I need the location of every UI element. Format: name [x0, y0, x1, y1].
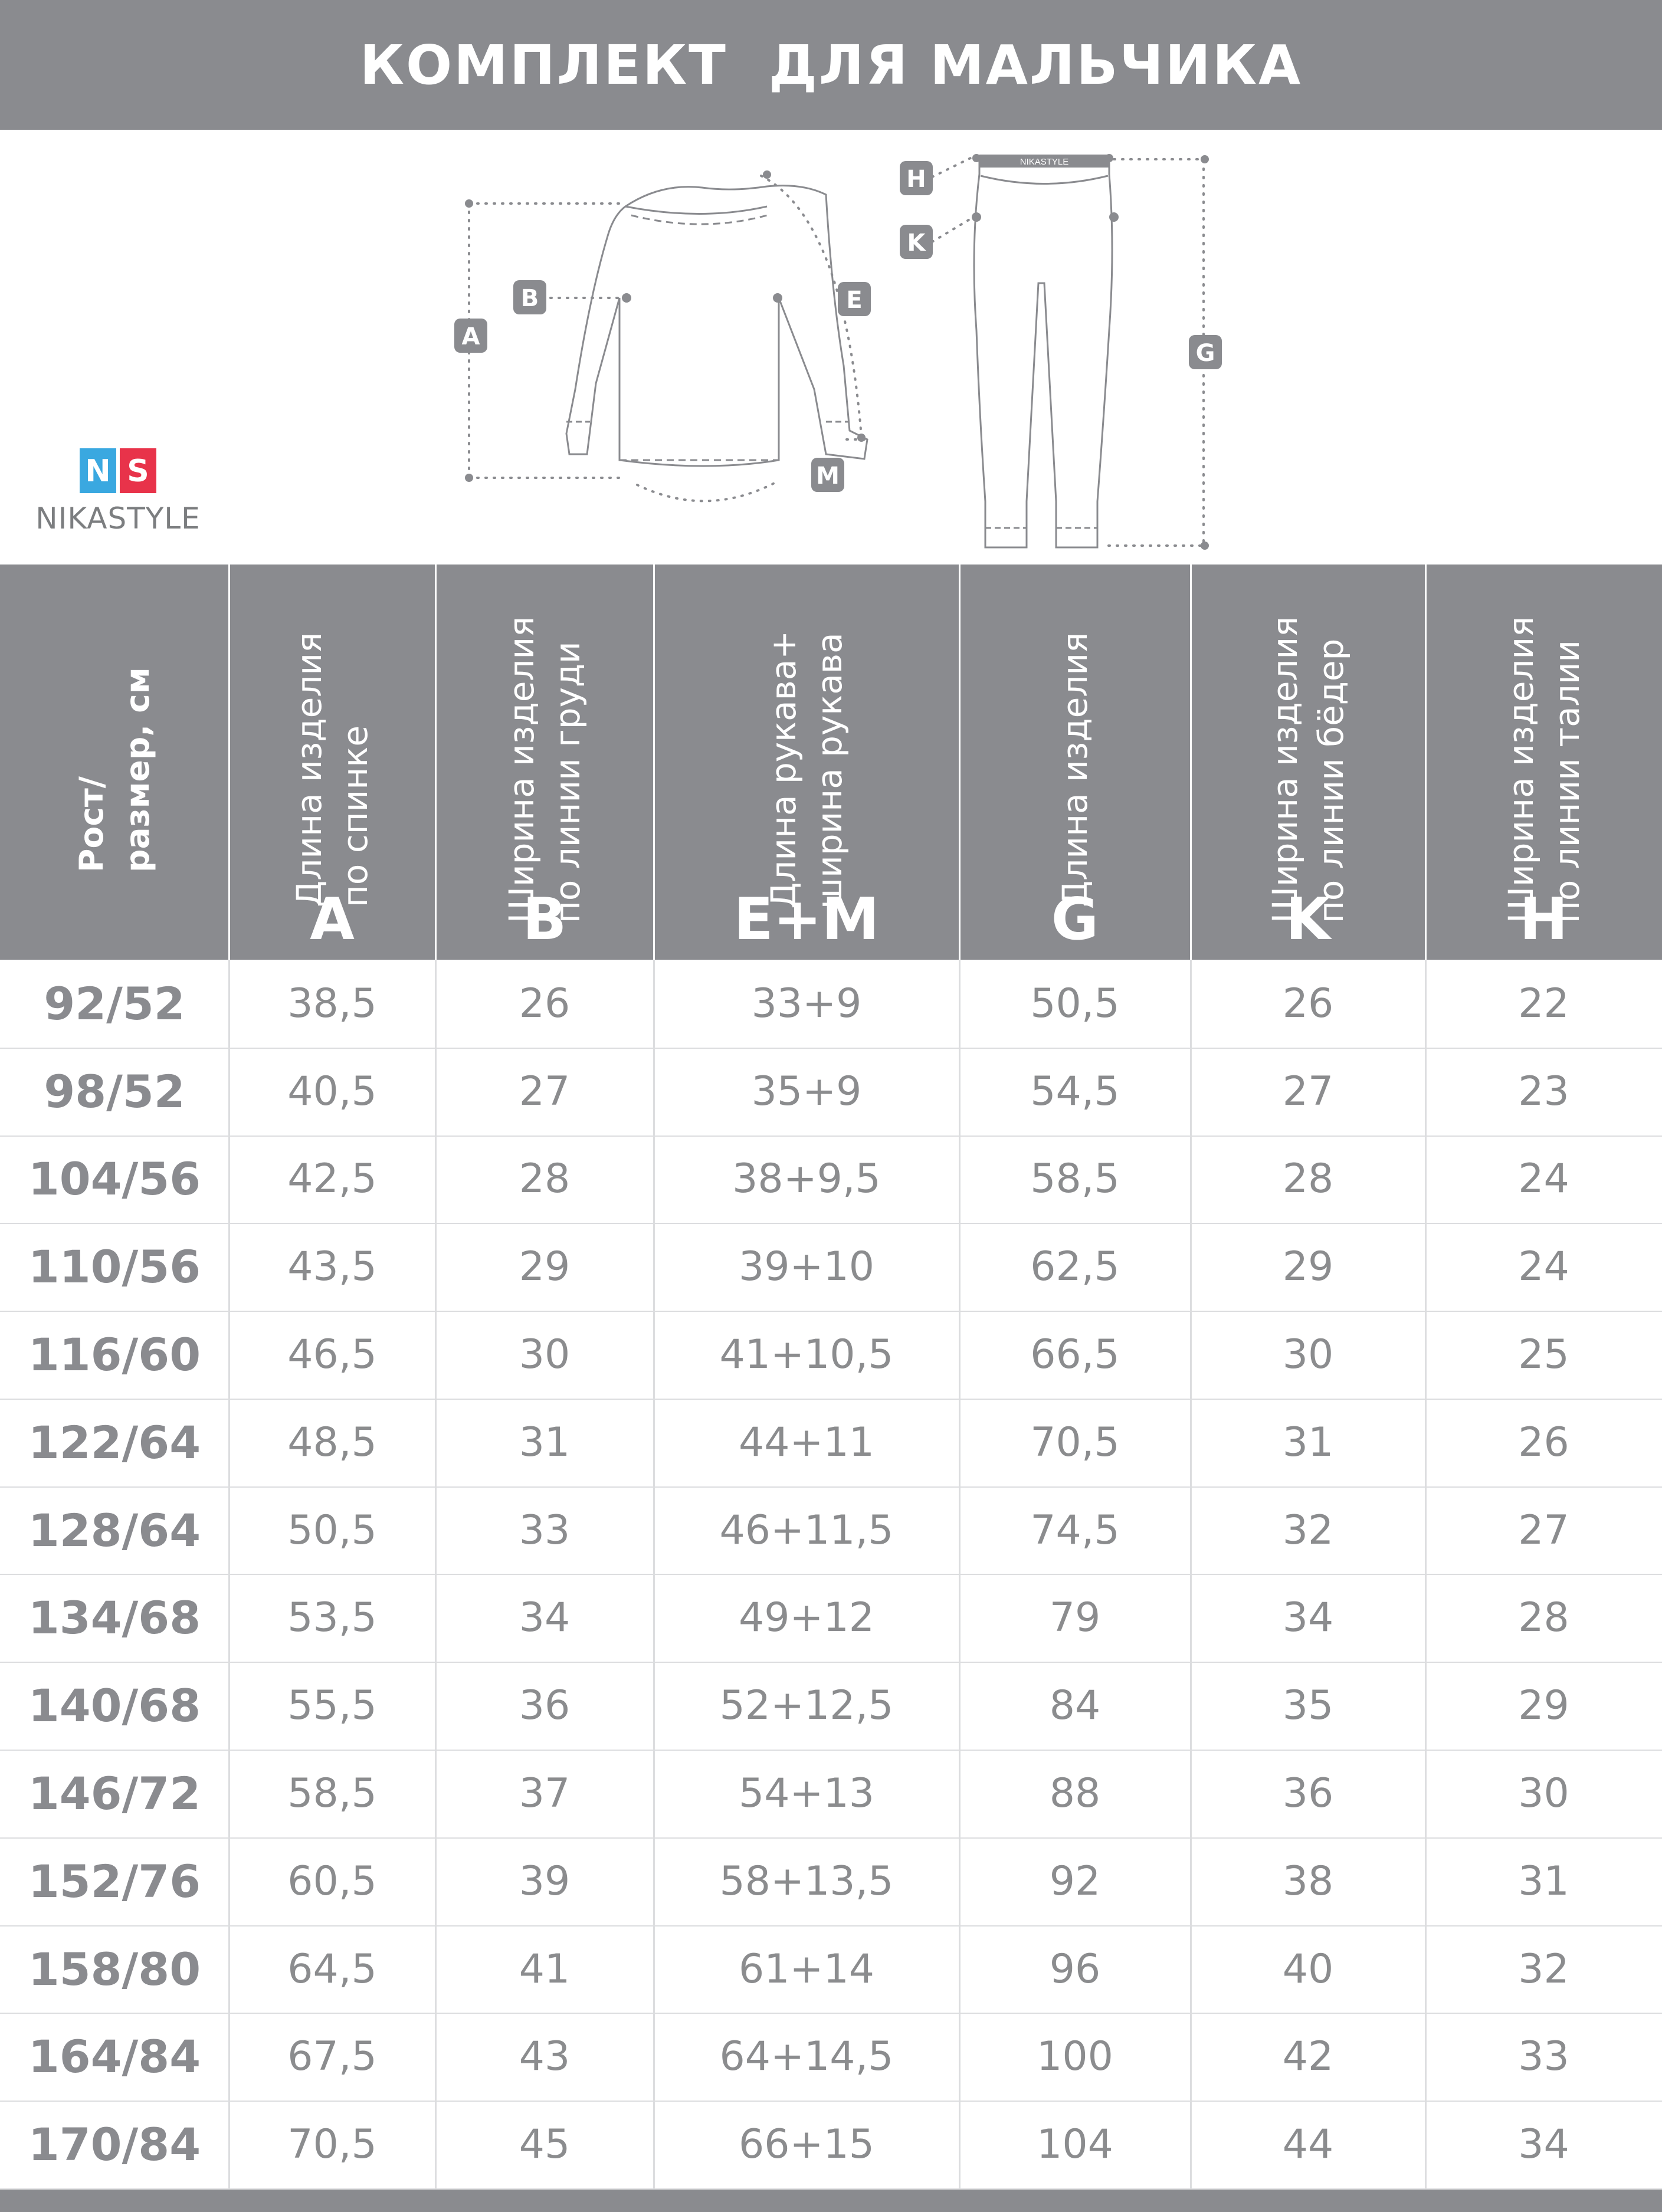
header-line: Ширина изделия: [1500, 616, 1541, 924]
cell-chest-width: 31: [519, 1419, 571, 1466]
cell-waist-width: 22: [1518, 980, 1569, 1027]
shirt-outline: [566, 186, 867, 466]
header-line: Длина изделия: [289, 632, 329, 908]
cell-sleeve: 64+14,5: [719, 2033, 894, 2080]
cell-waist-width: 24: [1518, 1243, 1569, 1291]
header-label: [68, 668, 160, 873]
header-letter: A: [310, 886, 355, 953]
column-divider: [435, 960, 437, 2188]
cell-length-back: 67,5: [287, 2033, 377, 2080]
brand-name: NIKASTYLE: [35, 501, 201, 536]
cell-pants-length: 92: [1049, 1857, 1101, 1905]
cell-height-size: 170/84: [28, 2118, 201, 2171]
cell-chest-width: 34: [519, 1594, 571, 1642]
header-divider: [228, 565, 230, 960]
cell-hip-width: 44: [1282, 2121, 1334, 2168]
cell-pants-length: 50,5: [1030, 980, 1120, 1027]
cell-waist-width: 25: [1518, 1331, 1569, 1379]
header-line: Ширина изделия: [1265, 616, 1305, 924]
cell-chest-width: 37: [519, 1770, 571, 1817]
header-line: по линии груди: [548, 641, 588, 924]
header-letter: K: [1286, 886, 1330, 953]
cell-chest-width: 30: [519, 1331, 571, 1379]
cell-pants-length: 74,5: [1030, 1507, 1120, 1554]
size-table: [0, 960, 1662, 2188]
garment-diagram: [0, 130, 1662, 563]
cell-pants-length: 100: [1037, 2033, 1113, 2080]
nikastyle-logo-icon: [80, 448, 156, 493]
cell-length-back: 50,5: [287, 1507, 377, 1554]
cell-waist-width: 26: [1518, 1419, 1569, 1466]
cell-hip-width: 32: [1282, 1507, 1334, 1554]
cell-length-back: 40,5: [287, 1068, 377, 1115]
cell-pants-length: 54,5: [1030, 1068, 1120, 1115]
table-row: [0, 1399, 1662, 1488]
table-row: [0, 1662, 1662, 1751]
label-b: B: [520, 285, 539, 312]
cell-sleeve: 33+9: [751, 980, 862, 1027]
cell-sleeve: 35+9: [751, 1068, 862, 1115]
label-a: A: [461, 323, 480, 350]
header-length-back: [229, 565, 435, 960]
header-waist-width: [1425, 565, 1662, 960]
header-line: по линии талии: [1546, 640, 1587, 924]
header-line: по спинке: [335, 726, 375, 908]
column-divider: [228, 960, 230, 2188]
header-line: ширина рукава: [809, 632, 850, 910]
cell-height-size: 140/68: [28, 1679, 201, 1732]
garment-drawing: [0, 130, 1662, 563]
header-label: [1262, 616, 1354, 923]
header-hip-width: [1191, 565, 1425, 960]
cell-sleeve: 44+11: [738, 1419, 875, 1466]
header-divider: [435, 565, 437, 960]
cell-waist-width: 23: [1518, 1068, 1569, 1115]
cell-height-size: 104/56: [28, 1153, 201, 1206]
table-row: [0, 1574, 1662, 1663]
header-label: [1052, 632, 1098, 907]
cell-waist-width: 30: [1518, 1770, 1569, 1817]
header-label: [1498, 616, 1590, 923]
header-divider: [959, 565, 961, 960]
cell-height-size: 110/56: [28, 1240, 201, 1294]
cell-sleeve: 49+12: [738, 1594, 875, 1642]
cell-sleeve: 66+15: [738, 2121, 875, 2168]
header-chest-width: [435, 565, 654, 960]
label-h: H: [906, 166, 926, 193]
cell-chest-width: 33: [519, 1507, 571, 1554]
cell-height-size: 158/80: [28, 1942, 201, 1996]
cell-hip-width: 35: [1282, 1682, 1334, 1729]
header-label: [286, 632, 378, 907]
column-divider: [959, 960, 961, 2188]
cell-length-back: 55,5: [287, 1682, 377, 1729]
header-letter: H: [1519, 886, 1568, 953]
cell-chest-width: 36: [519, 1682, 571, 1729]
table-row: [0, 1925, 1662, 2014]
header-line: Длина изделия: [1055, 632, 1095, 908]
cell-hip-width: 40: [1282, 1945, 1334, 1993]
cell-hip-width: 29: [1282, 1243, 1334, 1291]
cell-waist-width: 24: [1518, 1156, 1569, 1203]
cell-length-back: 60,5: [287, 1857, 377, 1905]
cell-height-size: 116/60: [28, 1328, 201, 1381]
cell-waist-width: 34: [1518, 2121, 1569, 2168]
cell-height-size: 98/52: [44, 1065, 185, 1118]
cell-height-size: 134/68: [28, 1591, 201, 1645]
cell-waist-width: 29: [1518, 1682, 1569, 1729]
cell-hip-width: 34: [1282, 1594, 1334, 1642]
label-k: K: [907, 229, 926, 257]
header-divider: [1425, 565, 1427, 960]
cell-hip-width: 26: [1282, 980, 1334, 1027]
cell-hip-width: 31: [1282, 1419, 1334, 1466]
cell-hip-width: 36: [1282, 1770, 1334, 1817]
cell-height-size: 92/52: [44, 977, 185, 1030]
bottom-bar: [0, 2190, 1662, 2212]
cell-sleeve: 39+10: [738, 1243, 875, 1291]
cell-pants-length: 79: [1049, 1594, 1101, 1642]
cell-chest-width: 28: [519, 1156, 571, 1203]
header-letter: B: [522, 886, 567, 953]
column-divider: [1190, 960, 1192, 2188]
waistband-text: NIKASTYLE: [1020, 157, 1069, 167]
cell-sleeve: 61+14: [738, 1945, 875, 1993]
cell-chest-width: 43: [519, 2033, 571, 2080]
table-row: [0, 960, 1662, 1049]
header-line: по линии бёдер: [1311, 639, 1351, 924]
cell-height-size: 122/64: [28, 1416, 201, 1469]
header-line: Длина рукава+: [763, 631, 804, 910]
cell-height-size: 164/84: [28, 2030, 201, 2083]
cell-height-size: 152/76: [28, 1855, 201, 1908]
label-e: E: [846, 287, 863, 314]
cell-hip-width: 28: [1282, 1156, 1334, 1203]
header-label: [499, 616, 591, 923]
cell-pants-length: 62,5: [1030, 1243, 1120, 1291]
cell-pants-length: 104: [1037, 2121, 1113, 2168]
cell-waist-width: 27: [1518, 1507, 1569, 1554]
cell-chest-width: 41: [519, 1945, 571, 1993]
table-row: [0, 1223, 1662, 1312]
cell-chest-width: 29: [519, 1243, 571, 1291]
cell-sleeve: 52+12,5: [719, 1682, 894, 1729]
header-letter: E+M: [733, 886, 880, 953]
cell-hip-width: 30: [1282, 1331, 1334, 1379]
cell-waist-width: 33: [1518, 2033, 1569, 2080]
header-sleeve: [654, 565, 959, 960]
table-row: [0, 2013, 1662, 2102]
header-label: [760, 631, 853, 909]
header-pants-length: [959, 565, 1191, 960]
table-row: [0, 1311, 1662, 1400]
title-bar: [0, 0, 1662, 130]
table-row: [0, 2101, 1662, 2190]
cell-length-back: 46,5: [287, 1331, 377, 1379]
cell-length-back: 70,5: [287, 2121, 377, 2168]
cell-waist-width: 31: [1518, 1857, 1569, 1905]
cell-pants-length: 58,5: [1030, 1156, 1120, 1203]
cell-height-size: 128/64: [28, 1504, 201, 1557]
table-row: [0, 1135, 1662, 1225]
cell-pants-length: 70,5: [1030, 1419, 1120, 1466]
header-line: Рост/: [73, 776, 110, 873]
logo-letter-n: N: [85, 454, 111, 489]
cell-length-back: 42,5: [287, 1156, 377, 1203]
cell-sleeve: 58+13,5: [719, 1857, 894, 1905]
header-divider: [653, 565, 655, 960]
cell-chest-width: 27: [519, 1068, 571, 1115]
header-height-size: [0, 565, 229, 960]
cell-pants-length: 96: [1049, 1945, 1101, 1993]
logo-letter-s: S: [127, 454, 149, 489]
cell-length-back: 38,5: [287, 980, 377, 1027]
cell-chest-width: 26: [519, 980, 571, 1027]
page-title: КОМПЛЕКТ ДЛЯ МАЛЬЧИКА: [359, 33, 1303, 97]
header-divider: [1190, 565, 1192, 960]
header-line: размер, см: [119, 667, 156, 873]
cell-length-back: 64,5: [287, 1945, 377, 1993]
cell-length-back: 48,5: [287, 1419, 377, 1466]
table-row: [0, 1837, 1662, 1927]
cell-chest-width: 45: [519, 2121, 571, 2168]
cell-pants-length: 66,5: [1030, 1331, 1120, 1379]
column-divider: [653, 960, 655, 2188]
table-row: [0, 1486, 1662, 1576]
cell-hip-width: 38: [1282, 1857, 1334, 1905]
table-header: [0, 565, 1662, 960]
column-divider: [1425, 960, 1427, 2188]
table-row: [0, 1750, 1662, 1839]
cell-sleeve: 38+9,5: [732, 1156, 881, 1203]
header-letter: G: [1051, 886, 1099, 953]
cell-length-back: 53,5: [287, 1594, 377, 1642]
pants-outline: [974, 156, 1112, 547]
header-line: Ширина изделия: [501, 616, 542, 924]
cell-sleeve: 46+11,5: [719, 1507, 894, 1554]
cell-sleeve: 41+10,5: [719, 1331, 894, 1379]
label-m: M: [816, 462, 840, 490]
cell-hip-width: 27: [1282, 1068, 1334, 1115]
cell-length-back: 58,5: [287, 1770, 377, 1817]
label-g: G: [1195, 340, 1215, 367]
cell-waist-width: 32: [1518, 1945, 1569, 1993]
cell-pants-length: 84: [1049, 1682, 1101, 1729]
cell-hip-width: 42: [1282, 2033, 1334, 2080]
cell-length-back: 43,5: [287, 1243, 377, 1291]
cell-sleeve: 54+13: [738, 1770, 875, 1817]
cell-pants-length: 88: [1049, 1770, 1101, 1817]
cell-waist-width: 28: [1518, 1594, 1569, 1642]
cell-height-size: 146/72: [28, 1767, 201, 1820]
table-row: [0, 1048, 1662, 1137]
cell-chest-width: 39: [519, 1857, 571, 1905]
